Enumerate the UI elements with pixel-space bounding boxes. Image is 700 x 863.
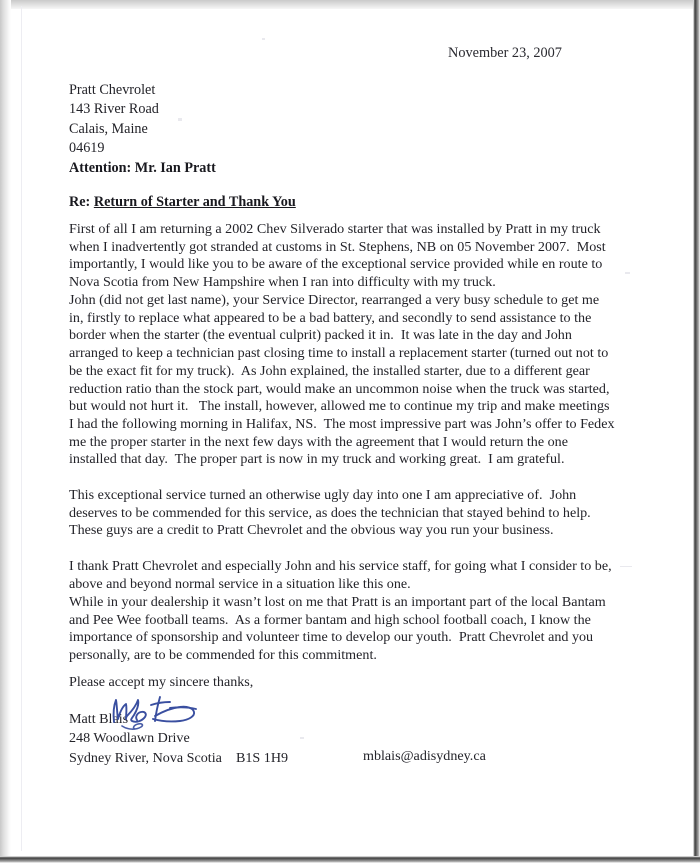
recipient-address-line: Pratt Chevrolet	[69, 82, 156, 98]
scan-speckle	[262, 38, 265, 40]
scan-speckle	[620, 566, 632, 567]
recipient-address-line: 04619	[69, 140, 105, 157]
signer-email: mblais@adisydney.ca	[363, 748, 486, 764]
scan-edge-bottom	[0, 856, 700, 863]
date-line: November 23, 2007	[448, 45, 562, 61]
signature-block	[69, 710, 288, 768]
scan-speckle	[178, 118, 182, 121]
body-paragraph: First of all I am returning a 2002 Chev Silverado starter that was installed by Pratt in my truck when I inadvertently got stranded at customs in St. Stephens, NB on 05 November 2007. Most importantly, I would like you to be aware of the exceptional service provided while en route to Nova Scotia from New Hampshire when I ran into difficulty with my truck.	[69, 221, 610, 291]
body-paragraph: I thank Pratt Chevrolet and especially John and his service staff, for going what I consider to be, above and beyond normal service in a situation like this one.	[69, 558, 616, 592]
subject-text: Return of Starter and Thank You	[93, 194, 296, 210]
scan-speckle	[625, 272, 630, 274]
signer-address-line: Sydney River, Nova Scotia B1S 1H9	[69, 749, 289, 766]
signer-name: Matt Blais	[69, 711, 129, 727]
recipient-address-line: 143 River Road	[69, 101, 159, 118]
body-paragraph: While in your dealership it wasn’t lost on me that Pratt is an important part of the local Bantam and Pee Wee football teams. As a former bantam and high school football coach, I know the importance of sponsorship and volunteer time to develop our youth. Pratt Chevrolet and you personally, are to be commended for this commitment.	[69, 594, 610, 664]
attention-line: Attention: Mr. Ian Pratt	[69, 160, 216, 176]
recipient-address	[69, 81, 159, 159]
subject-label: Re:	[69, 194, 91, 210]
signer-address-line: 248 Woodlawn Drive	[69, 730, 190, 747]
scan-speckle	[300, 737, 304, 739]
body-paragraph: John (did not get last name), your Service Director, rearranged a very busy schedule to get me in, firstly to replace what appeared to be a bad battery, and secondly to send assistance to the border when the starter (the eventual culprit) packed it in. It was late in the day and John arranged to keep a technician past closing time to install a replacement starter (turned out not to be the exact fit for my truck). As John explained, the installed starter, due to a different gear reduction ratio than the stock part, would make an uncommon noise when the truck was started, but would not hurt it. The install, however, allowed me to continue my trip and make meetings I had the following morning in Halifax, NS. The most impressive part was John’s offer to Fedex me the proper starter in the next few days with the agreement that I would return the one installed that day. The proper part is now in my truck and working great. I am grateful.	[69, 292, 619, 468]
closing-line: Please accept my sincere thanks,	[69, 674, 254, 690]
body-paragraph: This exceptional service turned an otherwise ugly day into one I am appreciative of. John deserves to be commended for this service, as does the technician that stayed behind to help. These guys are a credit to Pratt Chevrolet and the obvious way you run your business.	[69, 487, 598, 539]
recipient-address-line: Calais, Maine	[69, 120, 148, 137]
subject-line	[69, 194, 296, 212]
scan-edge-right	[693, 0, 700, 863]
